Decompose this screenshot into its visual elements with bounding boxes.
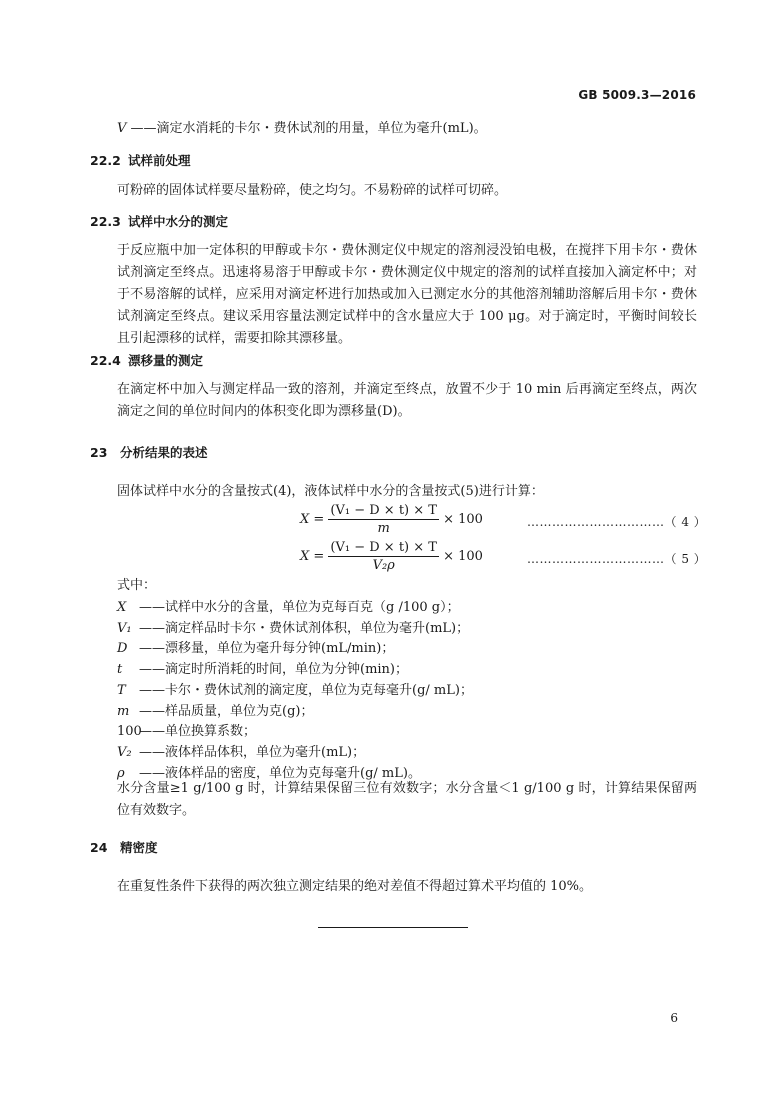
formula-numerator: (V₁ − D × t) × T [330,503,437,518]
variable-row-t-titer [117,681,473,702]
section-title: 试样中水分的测定 [128,214,229,229]
formula-5 [300,540,483,573]
variable-description: ——滴定样品时卡尔・费休试剂体积，单位为毫升(mL)； [139,620,470,636]
variable-symbol: X [117,600,127,615]
where-label: 式中： [117,578,157,593]
variable-row-v2 [117,743,473,764]
section-24-body: 在重复性条件下获得的两次独立测定结果的绝对差值不得超过算术平均值的 10%。 [117,879,593,894]
formula-denominator: V₂ρ [372,558,395,573]
section-22-4-body: 在滴定杯中加入与测定样品一致的溶剂，并滴定至终点，放置不少于 10 min 后再滴定至终点，两次滴定之间的单位时间内的体积变化即为漂移量(D)。 [117,382,697,419]
variable-symbol: V₂ [117,744,132,760]
variable-description: ——试样中水分的含量，单位为克每百克（g /100 g）； [139,600,460,615]
section-22-3-body: 于反应瓶中加一定体积的甲醇或卡尔・费休测定仪中规定的溶剂浸没铂电极，在搅拌下用卡尔・费休试剂滴定至终点。迅速将易溶于甲醇或卡尔・费休测定仪中规定的溶剂的试样直接加入滴定杯中；对于不易溶解的试样，应采用对滴定杯进行加热或加入已测定水分的其他溶剂辅助溶解后用卡尔・费休试剂滴定至终点。建议采用容量法测定试样中的含水量应大于 100 μg。对于滴定时，平衡时间较长且引起漂移的试样，需要扣除其漂移量。 [117,243,697,346]
variable-description: ——滴定水消耗的卡尔・费休试剂的用量，单位为毫升(mL)。 [130,121,487,136]
variable-description: ——滴定时所消耗的时间，单位为分钟(min)； [139,662,409,678]
formula-fraction [328,503,439,536]
variable-list [117,598,473,784]
formula-lhs: X = [300,512,325,527]
variable-symbol: V₁ [117,620,132,636]
variable-row-d [117,639,473,660]
equation-number-5: ……………………………（ 5 ） [527,552,707,566]
variable-v-line [117,118,697,140]
variable-symbol: t [117,662,123,678]
variable-symbol: D [117,641,128,657]
variable-description: ——液体样品体积，单位为毫升(mL)； [139,744,366,760]
section-title: 试样前处理 [128,153,191,168]
section-23-intro: 固体试样中水分的含量按式(4)，液体试样中水分的含量按式(5)进行计算： [117,484,544,499]
variable-description: ——卡尔・费休试剂的滴定度，单位为克每毫升(g/ mL)； [139,682,473,698]
section-number: 24 [90,840,108,855]
section-title: 精密度 [120,840,158,855]
variable-symbol: 100 [117,724,142,740]
section-22-4-heading [90,351,203,369]
section-24-heading [90,838,158,856]
standard-code: GB 5009.3—2016 [578,88,696,102]
variable-row-m [117,702,473,723]
variable-description: ——单位换算系数； [139,724,257,740]
variable-description: ——样品质量，单位为克(g)； [139,703,314,719]
section-number: 22.3 [90,214,121,229]
variable-row-v1 [117,619,473,640]
formula-factor: × 100 [443,512,483,527]
variable-row-100 [117,722,473,743]
formula-factor: × 100 [443,549,483,564]
section-title: 分析结果的表述 [120,445,208,460]
significant-figures-note: 水分含量≥1 g/100 g 时，计算结果保留三位有效数字；水分含量＜1 g/100 g 时，计算结果保留两位有效数字。 [117,781,697,818]
formula-fraction [328,540,439,573]
end-rule [318,927,468,928]
variable-description: ——液体样品的密度，单位为克每毫升(g/ mL)。 [139,765,421,781]
variable-symbol: m [117,703,130,719]
section-23-heading [90,443,208,461]
variable-symbol: V [117,121,127,136]
variable-symbol: ρ [117,765,125,781]
variable-row-x [117,598,473,619]
page-number: 6 [670,1011,678,1025]
formula-numerator: (V₁ − D × t) × T [330,540,437,555]
equation-number-4: ……………………………（ 4 ） [527,515,707,529]
formula-denominator: m [377,521,390,536]
section-number: 22.2 [90,153,121,168]
section-22-2-body: 可粉碎的固体试样要尽量粉碎，使之均匀。不易粉碎的试样可切碎。 [117,183,508,198]
variable-row-t-time [117,660,473,681]
section-number: 23 [90,445,108,460]
variable-description: ——漂移量，单位为毫升每分钟(mL/min)； [139,641,395,657]
section-number: 22.4 [90,353,121,368]
section-22-3-heading [90,212,228,230]
formula-4 [300,503,483,536]
section-title: 漂移量的测定 [128,353,204,368]
formula-lhs: X = [300,549,325,564]
variable-symbol: T [117,682,126,698]
section-22-2-heading [90,151,191,169]
